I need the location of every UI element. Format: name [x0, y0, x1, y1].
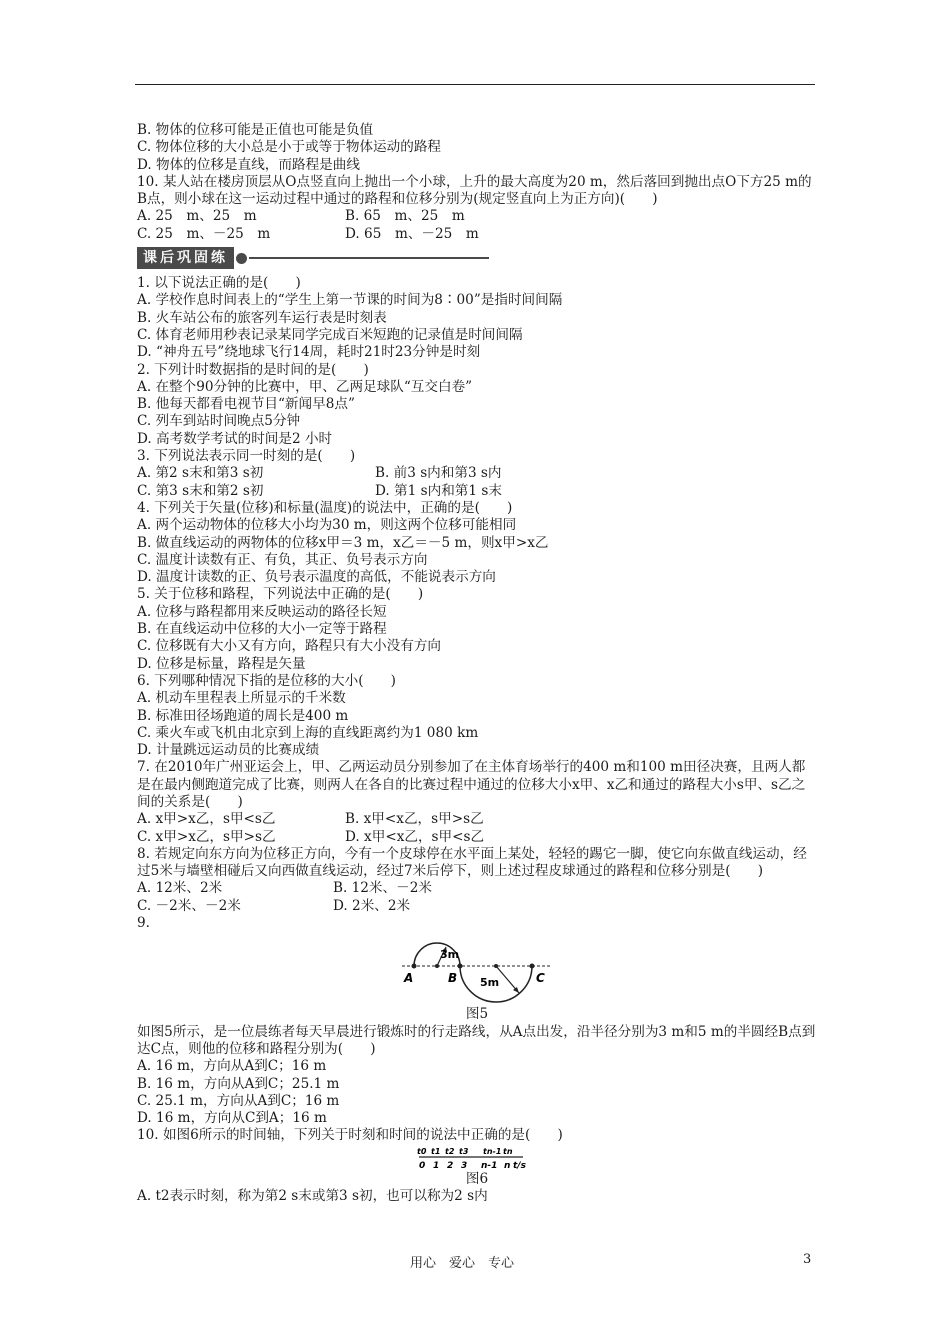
options-row [137, 483, 817, 500]
option: B. 16 m，方向从A到C；25.1 m [137, 1075, 340, 1092]
text-line: D. 物体的位移是直线，而路程是曲线 [137, 156, 360, 173]
text-line: 5. 关于位移和路程，下列说法中正确的是( ) [137, 586, 424, 603]
text-line: C. 位移既有大小又有方向，路程只有大小没有方向 [137, 638, 442, 655]
option: C. x甲>x乙，s甲>s乙 [137, 828, 276, 845]
option: A. 12米、2米 [137, 880, 223, 897]
text-line: A. 位移与路程都用来反映运动的路径长短 [137, 603, 387, 620]
axis-top-label: t0 [417, 1146, 427, 1156]
axis-top-label: tn-1 [483, 1146, 502, 1156]
bullet-icon [236, 253, 247, 264]
axis-bottom-label: 2 [447, 1160, 454, 1171]
text-line: B. 他每天都看电视节目“新闻早8点” [137, 396, 355, 413]
options-row [137, 880, 817, 897]
page-number: 3 [803, 1252, 812, 1267]
text-line: B. 做直线运动的两物体的位移x甲＝3 m，x乙＝－5 m，则x甲>x乙 [137, 534, 549, 551]
text-line: C. 体育老师用秒表记录某同学完成百米短跑的记录值是时间间隔 [137, 326, 523, 343]
page-content [137, 122, 817, 1205]
label-c: C [536, 971, 545, 986]
option: B. 65 m、25 m [345, 208, 465, 225]
axis-unit-label: t/s [513, 1160, 526, 1171]
text-line: B. 火车站公布的旅客列车运行表是时刻表 [137, 309, 387, 326]
text-line: B. 物体的位移可能是正值也可能是负值 [137, 122, 374, 138]
option: A. x甲>x乙，s甲<s乙 [137, 811, 276, 828]
option: D. 16 m，方向从C到A；16 m [137, 1110, 327, 1127]
option: C. 25.1 m，方向从A到C；16 m [137, 1092, 340, 1109]
options-row [137, 811, 817, 828]
label-a: A [404, 971, 414, 986]
section-rule [249, 257, 489, 259]
question-9: 如图5所示，是一位晨练者每天早晨进行锻炼时的行走路线，从A点出发，沿半径分别为3 m和5 m的半圆经B点到达C点，则他的位移和路程分别为( ) [137, 1023, 816, 1057]
header-rule [135, 84, 815, 85]
option: A. t2表示时刻，称为第2 s末或第3 s初，也可以称为2 s内 [137, 1188, 488, 1205]
figure-6-caption: 图6 [465, 1170, 489, 1187]
question-8: 8. 若规定向东方向为位移正方向，今有一个皮球停在水平面上某处，轻轻的踢它一脚，使它向东做直线运动，经过5米与墙壁相碰后又向西做直线运动，经过7米后停下，则上述过程皮球通过的路程和位移分别是( ) [137, 845, 807, 880]
option: A. 第2 s末和第3 s初 [137, 465, 264, 482]
text-line: 2. 下列计时数据指的是时间的是( ) [137, 361, 369, 378]
axis-top-label: t1 [431, 1146, 441, 1156]
axis-bottom-label: n [504, 1160, 511, 1171]
figure-5-caption: 图5 [465, 1006, 489, 1023]
text-line: C. 列车到站时间晚点5分钟 [137, 413, 301, 430]
text-line: D. 高考数学考试的时间是2 小时 [137, 430, 333, 447]
options-row [137, 226, 817, 243]
text-line: D. 计量跳远运动员的比赛成绩 [137, 742, 320, 759]
axis-top-label: t3 [459, 1146, 469, 1156]
option: D. 第1 s内和第1 s末 [375, 482, 502, 499]
text-line: A. 在整个90分钟的比赛中，甲、乙两足球队“互交白卷” [137, 378, 473, 395]
text-line: A. 学校作息时间表上的“学生上第一节课的时间为8∶00”是指时间间隔 [137, 292, 563, 309]
text-line: 4. 下列关于矢量(位移)和标量(温度)的说法中，正确的是( ) [137, 499, 513, 516]
option: A. 16 m，方向从A到C；16 m [137, 1058, 327, 1075]
options-row [137, 208, 817, 225]
figure-5 [137, 936, 817, 1006]
text-line: A. 机动车里程表上所显示的千米数 [137, 690, 346, 707]
option: D. x甲<x乙，s甲<s乙 [345, 828, 485, 845]
text-line: B. 标准田径场跑道的周长是400 m [137, 707, 349, 724]
text-line: C. 温度计读数有正、有负，其正、负号表示方向 [137, 551, 428, 568]
axis-bottom-label: 1 [433, 1160, 440, 1171]
option: C. 25 m、－25 m [137, 225, 271, 242]
option: B. 12米、－2米 [333, 880, 432, 897]
question-10: 10. 如图6所示的时间轴，下列关于时刻和时间的说法中正确的是( ) [137, 1127, 563, 1144]
axis-top-label: tn [503, 1146, 513, 1156]
option: B. x甲<x乙，s甲>s乙 [345, 811, 484, 828]
figure-6 [137, 1145, 817, 1171]
option: C. 第3 s末和第2 s初 [137, 482, 264, 499]
label-b: B [448, 971, 458, 986]
option: B. 前3 s内和第3 s内 [375, 465, 502, 482]
option: D. 2米、2米 [333, 897, 411, 914]
text-line: D. 位移是标量，路程是矢量 [137, 655, 306, 672]
options-row [137, 465, 817, 482]
axis-bottom-label: 3 [461, 1160, 468, 1171]
option: D. 65 m、－25 m [345, 225, 479, 242]
axis-top-label: t2 [445, 1146, 455, 1156]
text-line: 1. 以下说法正确的是( ) [137, 275, 301, 292]
question-7: 7. 在2010年广州亚运会上，甲、乙两运动员分别参加了在主体育场举行的400 m和100 m田径决赛，且两人都是在最内侧跑道完成了比赛，则两人在各自的比赛过程中通过的位移大小x甲、x乙和通过的路程大小s甲、s乙之间的关系是( ) [137, 759, 806, 810]
question-10-pre: 10. 某人站在楼房顶层从O点竖直向上抛出一个小球，上升的最大高度为20 m，然后落回到抛出点O下方25 m的B点，则小球在这一运动过程中通过的路程和位移分别为(规定竖直向上为正方向)( ) [137, 173, 812, 208]
text-line: C. 乘火车或飞机由北京到上海的直线距离约为1 080 km [137, 724, 479, 741]
option: A. 25 m、25 m [137, 208, 257, 225]
section-title: 课后巩固练 [137, 247, 234, 269]
question-9-number: 9. [137, 915, 150, 932]
text-line: B. 在直线运动中位移的大小一定等于路程 [137, 621, 387, 638]
text-line: D. 温度计读数的正、负号表示温度的高低，不能说表示方向 [137, 569, 496, 586]
section-header [137, 245, 817, 271]
axis-bottom-label: 0 [419, 1160, 426, 1171]
option: C. －2米、－2米 [137, 897, 241, 914]
label-radius-3m: 3m [440, 948, 460, 962]
text-line: D. “神舟五号”绕地球飞行14周，耗时21时23分钟是时刻 [137, 344, 481, 361]
semicircle-path-diagram [402, 936, 552, 1004]
footer-text: 用心 爱心 专心 [410, 1256, 515, 1271]
time-axis-diagram [415, 1145, 539, 1171]
options-row [137, 898, 817, 915]
text-line: 6. 下列哪种情况下指的是位移的大小( ) [137, 672, 396, 689]
axis-bottom-label: n-1 [481, 1160, 498, 1171]
text-line: C. 物体位移的大小总是小于或等于物体运动的路程 [137, 139, 442, 156]
options-row [137, 829, 817, 846]
label-radius-5m: 5m [480, 976, 500, 990]
text-line: A. 两个运动物体的位移大小均为30 m，则这两个位移可能相同 [137, 517, 517, 534]
text-line: 3. 下列说法表示同一时刻的是( ) [137, 448, 356, 465]
